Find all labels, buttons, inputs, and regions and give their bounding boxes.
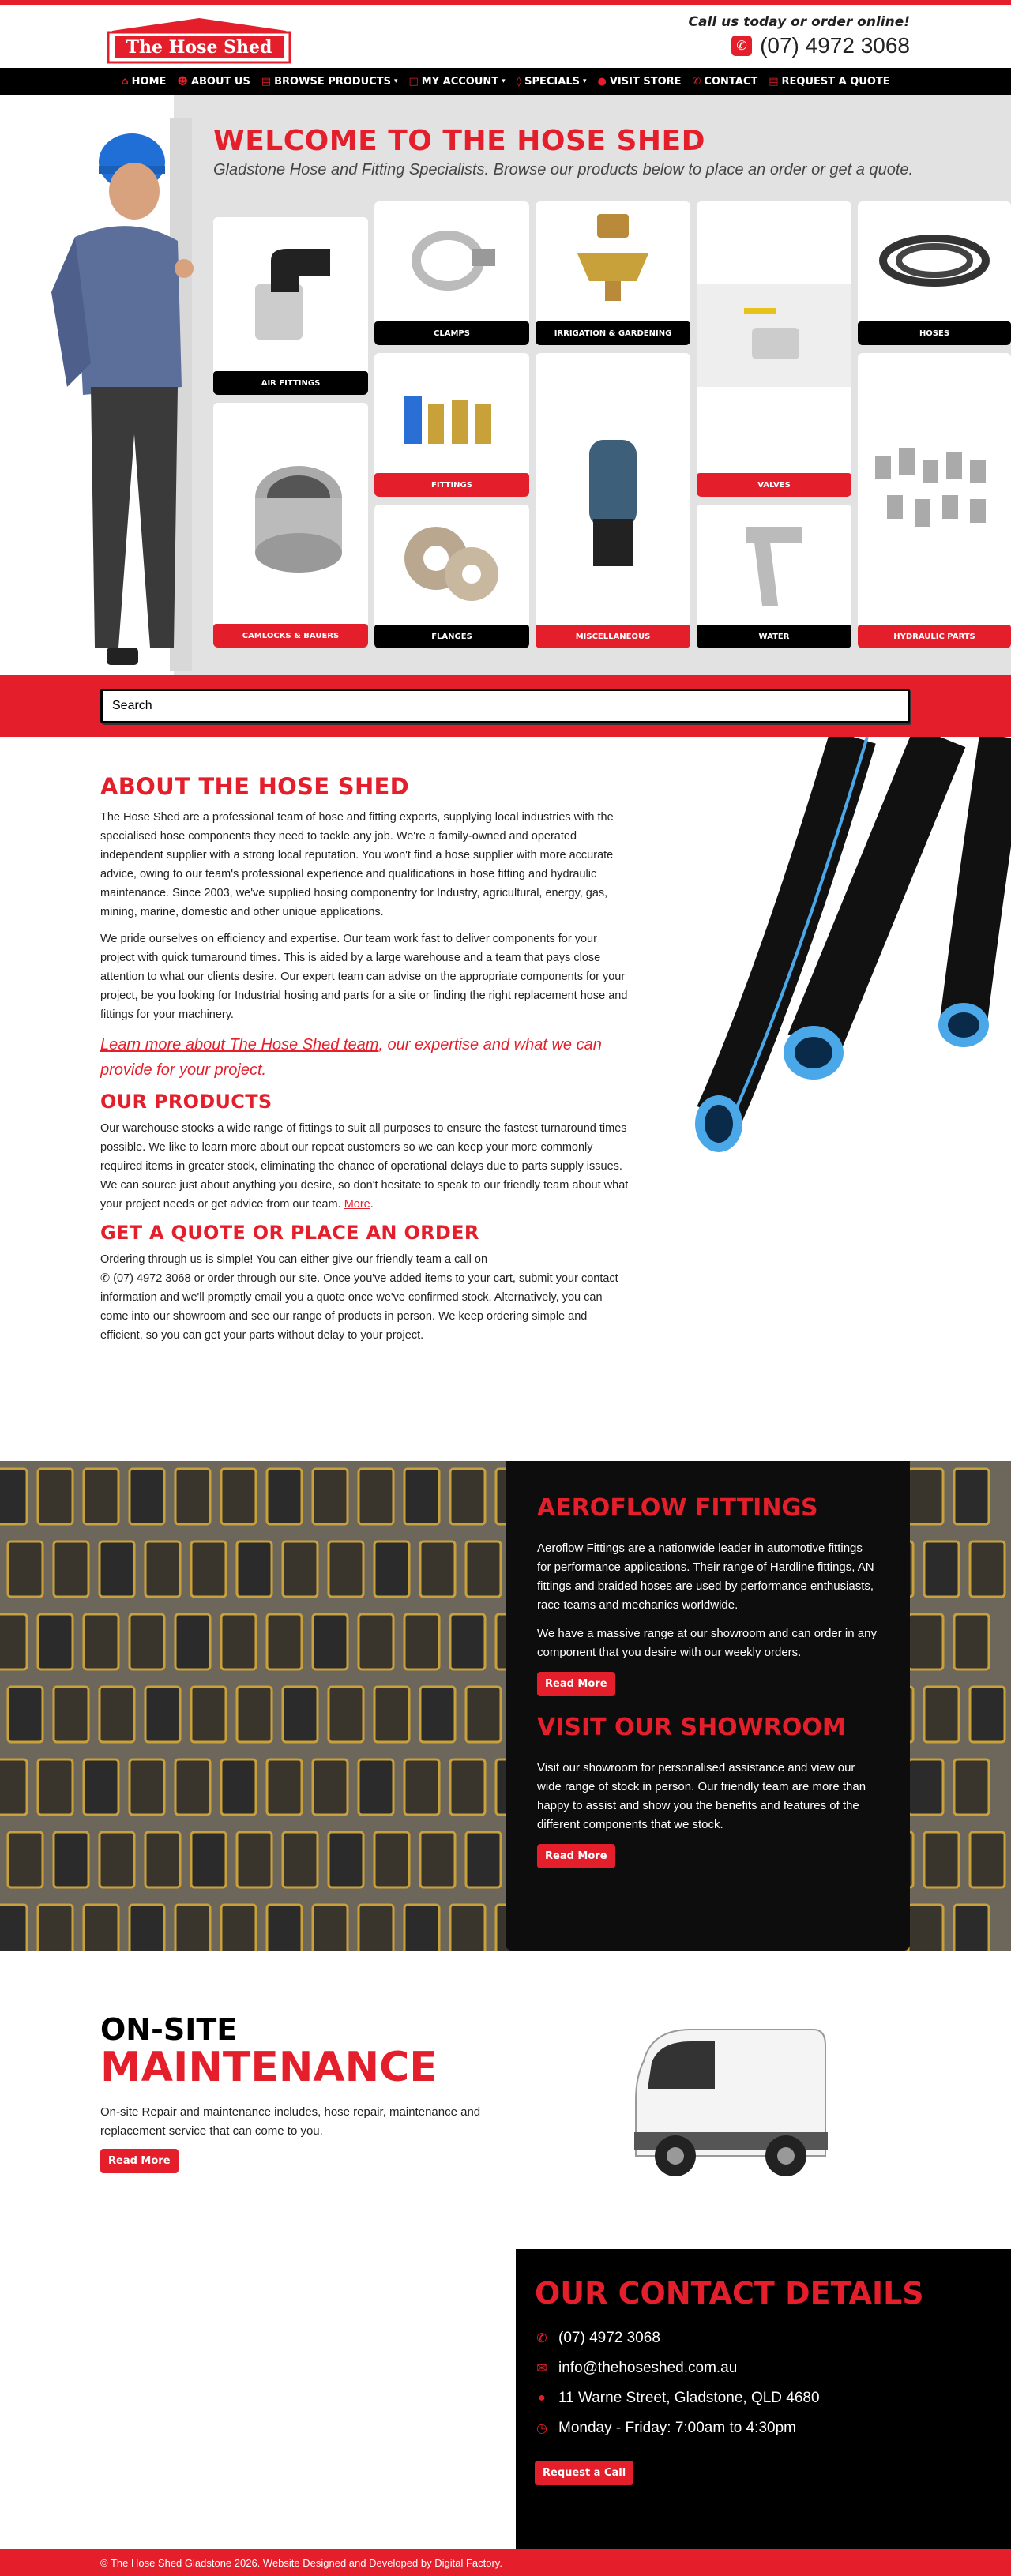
category-clamps[interactable] bbox=[374, 201, 529, 345]
category-miscellaneous[interactable] bbox=[536, 353, 690, 648]
category-label: FLANGES bbox=[374, 625, 529, 648]
fittings-image bbox=[393, 381, 511, 460]
hose-coil-image bbox=[871, 217, 998, 304]
category-label: HOSES bbox=[858, 321, 1011, 345]
onsite-maintenance-section bbox=[0, 1951, 1011, 2249]
category-label: MISCELLANEOUS bbox=[536, 625, 690, 648]
contact-address: ● 11 Warne Street, Gladstone, QLD 4680 bbox=[535, 2390, 992, 2407]
pin-icon: ● bbox=[538, 2391, 546, 2405]
category-label: WATER bbox=[697, 625, 851, 648]
products-more-link[interactable]: More bbox=[344, 1198, 370, 1211]
logo-text: The Hose Shed bbox=[126, 37, 272, 58]
hydraulic-parts-image bbox=[867, 440, 1002, 550]
category-flanges[interactable] bbox=[374, 505, 529, 648]
header-phone-number: (07) 4972 3068 bbox=[760, 33, 910, 58]
phone-icon: ✆ bbox=[100, 1272, 111, 1285]
flanges-image bbox=[393, 511, 511, 614]
nav-about-us[interactable]: ☻ ABOUT US bbox=[177, 75, 250, 88]
learn-more-text: Learn more about The Hose Shed team, our expertise and what we can provide for your project. bbox=[100, 1036, 602, 1079]
site-footer: © The Hose Shed Gladstone 2026. Website Designed and Developed by Digital Factory. bbox=[0, 2549, 1011, 2576]
users-icon: ☻ bbox=[177, 75, 188, 88]
nav-my-account[interactable]: □ MY ACCOUNT ▾ bbox=[408, 75, 506, 88]
aeroflow-paragraph-1: Aeroflow Fittings are a nationwide leader in automotive fittings for performance applications. Their range of Hardline fittings, AN fittings and braided hoses are used by performance enthusiasts, race teams and mechanics worldwide. bbox=[537, 1541, 874, 1612]
about-title: ABOUT THE HOSE SHED bbox=[100, 773, 410, 800]
category-label: VALVES bbox=[697, 473, 851, 497]
onsite-title: ON-SITE bbox=[100, 2012, 238, 2047]
service-van-image bbox=[628, 2014, 833, 2187]
call-label: Call us today or order online! bbox=[688, 14, 910, 30]
category-label: HYDRAULIC PARTS bbox=[858, 625, 1011, 648]
contact-email[interactable]: ✉ info@thehoseshed.com.au bbox=[535, 2360, 992, 2377]
clamp-image bbox=[400, 217, 503, 304]
showroom-paragraph: Visit our showroom for personalised assistance and view our wide range of stock in person. Our friendly team are more than happy to assist and show you the benefits and features of the different components that we stock. bbox=[537, 1761, 866, 1831]
category-hydraulic-parts[interactable] bbox=[858, 353, 1011, 648]
cart-icon: ▤ bbox=[769, 75, 779, 88]
nav-specials[interactable]: ◊ SPECIALS ▾ bbox=[516, 75, 587, 88]
nav-home[interactable]: ⌂ HOME bbox=[121, 75, 167, 88]
showroom-title: VISIT OUR SHOWROOM bbox=[537, 1714, 846, 1741]
hero-title: WELCOME TO THE HOSE SHED bbox=[213, 125, 706, 157]
timer-image bbox=[577, 424, 648, 582]
category-label: CAMLOCKS & BAUERS bbox=[213, 624, 368, 648]
request-call-button[interactable]: Request a Call bbox=[535, 2461, 633, 2485]
hero-subtitle: Gladstone Hose and Fitting Specialists. Browse our products below to place an order or get a quote. bbox=[213, 161, 914, 178]
nav-visit-store[interactable]: ● VISIT STORE bbox=[597, 75, 682, 88]
chevron-down-icon: ▾ bbox=[582, 77, 587, 85]
irrigation-image bbox=[562, 206, 664, 309]
showroom-read-more-button[interactable]: Read More bbox=[537, 1844, 615, 1868]
air-fitting-image bbox=[239, 237, 342, 355]
category-label: FITTINGS bbox=[374, 473, 529, 497]
chevron-down-icon: ▾ bbox=[393, 77, 398, 85]
home-icon: ⌂ bbox=[121, 75, 129, 88]
contact-panel bbox=[516, 2249, 1011, 2549]
quote-paragraph: Ordering through us is simple! You can either give our friendly team a call on ✆ (07) 4972 3068 or order through our site. Once you've added items to your cart, submit your contact information and we'll promptly email you a quote once we've confirmed stock. Alternatively, you can come into our showroom and see our range of products in person. We keep ordering simple and efficient, so you can get your parts without delay to your project. bbox=[100, 1253, 618, 1342]
lock-icon: □ bbox=[408, 75, 419, 88]
header-phone[interactable] bbox=[731, 33, 910, 58]
chevron-down-icon: ▾ bbox=[502, 77, 506, 85]
hero-section bbox=[0, 95, 1011, 675]
category-hoses[interactable] bbox=[858, 201, 1011, 345]
category-label: AIR FITTINGS bbox=[213, 371, 368, 395]
products-paragraph: Our warehouse stocks a wide range of fittings to suit all purposes to ensure the fastest turnaround times possible. We like to learn more about our repeat customers so we can keep your more commonly required items in greater stock, eliminating the chance of operational delays due to parts supply issues. We can source just about anything you desire, so don't hesitate to speak to our friendly team about what your project needs or get advice from our team. More. bbox=[100, 1122, 629, 1211]
about-paragraph-2: We pride ourselves on efficiency and expertise. Our team work fast to deliver components for your project with quick turnaround times. This is aided by a large warehouse and a team that pays close attention to what our clients desire. Our expert team can advise on the appropriate components for your project, be you looking for Industrial hosing and parts for a site or finding the right replacement hose and fittings for your machinery. bbox=[100, 933, 628, 1021]
envelope-icon: ✉ bbox=[536, 2362, 547, 2375]
about-content bbox=[100, 773, 630, 1353]
learn-more-link[interactable]: Learn more about The Hose Shed team bbox=[100, 1036, 379, 1053]
category-irrigation-gardening[interactable] bbox=[536, 201, 690, 345]
tag-icon: ◊ bbox=[516, 75, 522, 88]
site-header bbox=[0, 5, 1011, 68]
category-valves[interactable] bbox=[697, 201, 851, 497]
category-water[interactable] bbox=[697, 505, 851, 648]
nav-contact[interactable]: ✆ CONTACT bbox=[692, 75, 758, 88]
aeroflow-read-more-button[interactable]: Read More bbox=[537, 1672, 615, 1696]
category-camlocks-bauers[interactable] bbox=[213, 403, 368, 648]
category-label: CLAMPS bbox=[374, 321, 529, 345]
category-air-fittings[interactable] bbox=[213, 217, 368, 395]
contact-title: OUR CONTACT DETAILS bbox=[535, 2276, 924, 2311]
contact-phone[interactable]: ✆ (07) 4972 3068 bbox=[535, 2330, 992, 2347]
pin-icon: ● bbox=[597, 75, 607, 88]
about-paragraph-1: The Hose Shed are a professional team of hose and fitting experts, supplying local industries with the specialised hose components they need to tackle any job. We're a family-owned and operated independent supplier with a strong local reputation. You won't find a hose supplier with more accurate advice, owing to our team's professional experience and qualifications in hose fitting and hydraulic maintenance. Since 2003, we've supplied hosing componentry for Industry, agricultural, energy, gas, mining, marine, domestic and other unique applications. bbox=[100, 811, 614, 918]
blue-hoses-image bbox=[687, 737, 1011, 1179]
aeroflow-panel bbox=[506, 1461, 910, 1951]
valve-image bbox=[697, 284, 851, 387]
clock-icon: ◷ bbox=[536, 2422, 547, 2435]
aeroflow-section bbox=[0, 1461, 1011, 1951]
quote-title: GET A QUOTE OR PLACE AN ORDER bbox=[100, 1222, 479, 1244]
site-logo[interactable] bbox=[100, 17, 298, 64]
phone-icon: ✆ bbox=[692, 75, 701, 88]
products-title: OUR PRODUCTS bbox=[100, 1091, 272, 1113]
main-nav bbox=[0, 68, 1011, 95]
quote-phone-link[interactable]: (07) 4972 3068 bbox=[113, 1272, 191, 1285]
onsite-paragraph: On-site Repair and maintenance includes, hose repair, maintenance and replacement service that can come to you. bbox=[100, 2105, 481, 2138]
aeroflow-paragraph-2: We have a massive range at our showroom and can order in any component that you desire with our weekly orders. bbox=[537, 1627, 877, 1659]
about-section bbox=[0, 737, 1011, 1461]
phone-icon: ✆ bbox=[731, 36, 752, 56]
contact-section bbox=[0, 2249, 1011, 2549]
phone-icon: ✆ bbox=[536, 2332, 547, 2345]
maintenance-title: MAINTENANCE bbox=[100, 2044, 438, 2091]
search-band bbox=[0, 675, 1011, 737]
cart-icon: ▤ bbox=[261, 75, 272, 88]
onsite-read-more-button[interactable]: Read More bbox=[100, 2149, 179, 2173]
nav-request-quote[interactable]: ▤ REQUEST A QUOTE bbox=[769, 75, 890, 88]
aeroflow-title: AEROFLOW FITTINGS bbox=[537, 1494, 818, 1522]
spray-gun-image bbox=[731, 511, 817, 614]
worker-image bbox=[43, 103, 201, 675]
camlock-image bbox=[227, 442, 354, 600]
contact-hours: ◷ Monday - Friday: 7:00am to 4:30pm bbox=[535, 2420, 992, 2437]
category-label: IRRIGATION & GARDENING bbox=[536, 321, 690, 345]
product-search-input[interactable] bbox=[100, 689, 910, 723]
category-fittings[interactable] bbox=[374, 353, 529, 497]
nav-browse-products[interactable]: ▤ BROWSE PRODUCTS ▾ bbox=[261, 75, 398, 88]
